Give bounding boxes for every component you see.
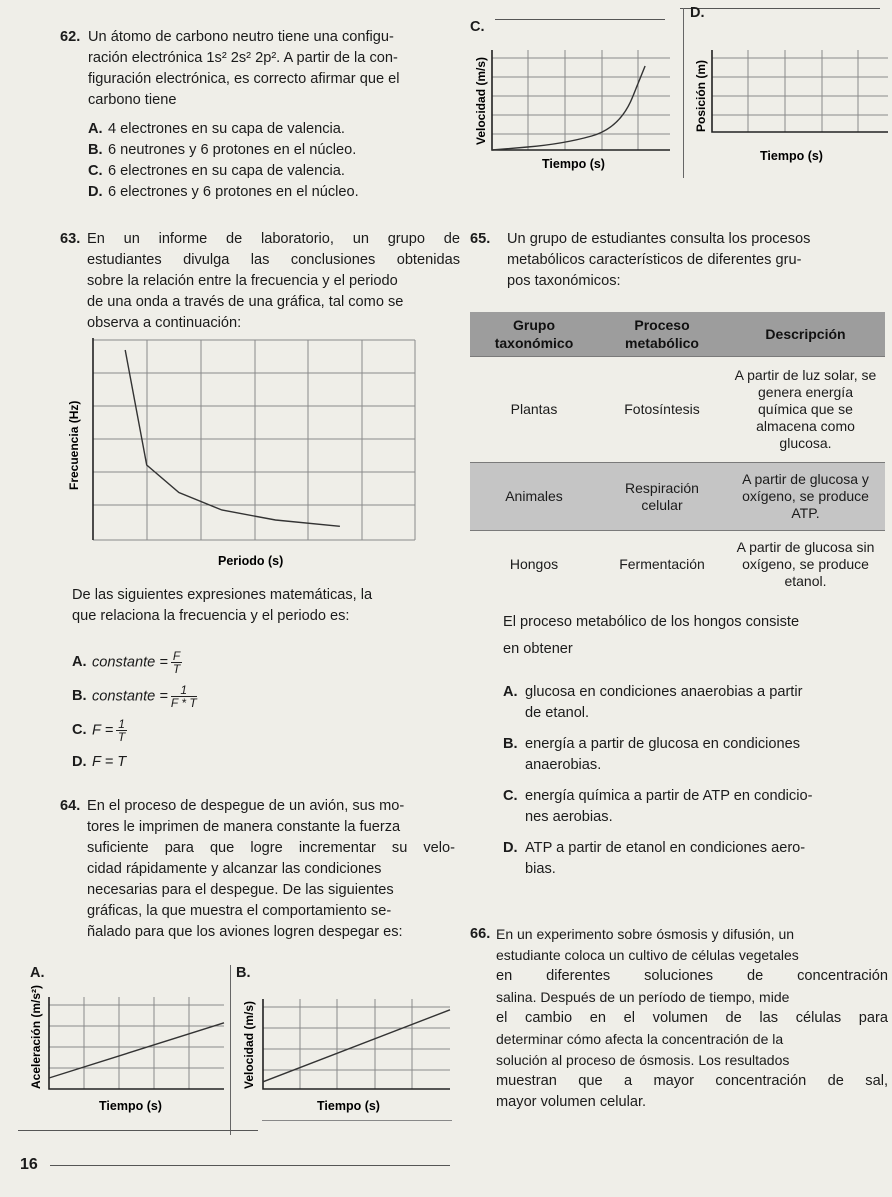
q62-line-1: Un átomo de carbono neutro tiene una configu-: [88, 29, 394, 45]
option-letter: A.: [88, 121, 103, 137]
fraction-numerator: 1: [118, 717, 125, 731]
q64-line-4: cidad rápidamente y alcanzar las condiciones: [87, 861, 382, 877]
chart-acceleration-a: [24, 985, 228, 1135]
q66-line-8: muestran que a mayor concentración de sal,: [496, 1073, 888, 1089]
table-row: [470, 357, 885, 463]
option-text: energía química a partir de ATP en condicio-: [525, 788, 813, 804]
option-fraction: [171, 650, 182, 675]
option-letter: B.: [503, 736, 518, 752]
chart-a-grid: [49, 997, 224, 1089]
q65-option-c[interactable]: [503, 786, 888, 828]
chart-a-axes: [49, 997, 224, 1089]
q64-line-6: gráficas, la que muestra el comportamiento se-: [87, 903, 392, 919]
chart-a-ylabel: Aceleración (m/s²): [29, 985, 43, 1089]
cell-process: Fotosíntesis: [598, 357, 726, 463]
q63-line-5: observa a continuación:: [87, 315, 242, 331]
option-text: ATP a partir de etanol en condiciones aero-: [525, 840, 806, 856]
chart-c-axes: [492, 50, 670, 150]
q65-number: 65.: [470, 231, 491, 247]
cell-group: Hongos: [470, 531, 598, 599]
fraction-denominator: T: [172, 662, 181, 676]
q64-line-5: necesarias para el despegue. De las siguientes: [87, 882, 394, 898]
chart-d-axes: [712, 50, 888, 132]
q62-block: [60, 27, 460, 203]
option-text: de etanol.: [525, 705, 590, 721]
q63-options: [72, 650, 372, 773]
chart-d-ylabel: Posición (m): [694, 59, 708, 132]
option-letter: B.: [72, 688, 87, 705]
option-lhs: constante =: [92, 688, 168, 705]
cell-description: A partir de glucosa y oxígeno, se produce ATP.: [726, 463, 885, 531]
option-text: energía a partir de glucosa en condiciones: [525, 736, 801, 752]
q66-number: 66.: [470, 926, 491, 942]
graph-c-letter: C.: [470, 19, 485, 35]
q65-option-a[interactable]: [503, 682, 888, 724]
q66-line-5: el cambio en el volumen de las células para: [496, 1010, 888, 1026]
chart-a-xlabel: Tiempo (s): [99, 1099, 162, 1113]
q65-option-d[interactable]: [503, 838, 888, 880]
q63-option-c[interactable]: [72, 718, 372, 752]
q62-number: 62.: [60, 29, 81, 45]
q63-option-a[interactable]: [72, 650, 372, 684]
option-fraction: [171, 684, 197, 709]
q65-stem-line-2: en obtener: [503, 641, 573, 657]
q63-after-line-1: De las siguientes expresiones matemáticas, la: [72, 587, 373, 603]
option-letter: A.: [72, 654, 87, 671]
chart-a-line: [49, 1023, 224, 1078]
q66-line-7: solución al proceso de ósmosis. Los resultados: [496, 1052, 790, 1068]
option-text: 6 neutrones y 6 protones en el núcleo.: [108, 142, 357, 158]
option-letter: C.: [72, 722, 87, 739]
cell-process: Respiración celular: [598, 463, 726, 531]
chart-velocity-c: [470, 40, 680, 175]
option-lhs: constante =: [92, 654, 168, 671]
top-rule-c: [495, 19, 665, 20]
header-process: Proceso metabólico: [598, 312, 726, 357]
q63-block: [60, 229, 460, 334]
option-lhs: F =: [92, 722, 114, 739]
chart-d-grid: [712, 50, 888, 132]
chart-d-xlabel: Tiempo (s): [760, 149, 823, 163]
cell-group: Plantas: [470, 357, 598, 463]
q66-line-2: estudiante coloca un cultivo de células vegetales: [496, 947, 799, 963]
header-description: Descripción: [726, 312, 885, 357]
taxonomy-table: [470, 312, 885, 599]
q62-option-d[interactable]: [88, 182, 460, 203]
chart-velocity-b: [235, 985, 457, 1135]
q64-line-3: suficiente para que logre incrementar su velo-: [87, 840, 455, 856]
q62-option-a[interactable]: [88, 119, 460, 140]
cell-group: Animales: [470, 463, 598, 531]
option-text: 6 electrones y 6 protones en el núcleo.: [108, 184, 359, 200]
q66-line-3: en diferentes soluciones de concentración: [496, 968, 888, 984]
q62-line-3: figuración electrónica, es correcto afirmar que el: [88, 71, 400, 87]
q62-line-4: carbono tiene: [88, 92, 177, 108]
fraction-numerator: 1: [171, 684, 197, 697]
option-letter: A.: [503, 684, 518, 700]
fraction-denominator: T: [117, 730, 126, 744]
graph-ab-divider: [230, 965, 231, 1135]
q63-line-1: En un informe de laboratorio, un grupo de: [87, 231, 460, 247]
fraction-denominator: F * T: [170, 696, 197, 710]
q63-after-line-2: que relaciona la frecuencia y el periodo es:: [72, 608, 350, 624]
table-header-row: [470, 312, 885, 357]
option-text: bias.: [525, 861, 556, 877]
bottom-rule-left: [18, 1130, 258, 1131]
q63-line-3: sobre la relación entre la frecuencia y el periodo: [87, 273, 398, 289]
q64-line-2: tores le imprimen de manera constante la fuerza: [87, 819, 401, 835]
q65-stem-line-1: El proceso metabólico de los hongos consiste: [503, 614, 800, 630]
q66-line-6: determinar cómo afecta la concentración de la: [496, 1031, 784, 1047]
q62-option-b[interactable]: [88, 140, 460, 161]
q63-number: 63.: [60, 231, 81, 247]
chart-frequency-period: [60, 330, 420, 575]
option-fraction: [116, 718, 127, 743]
option-text: glucosa en condiciones anaerobias a partir: [525, 684, 803, 700]
q64-number: 64.: [60, 798, 81, 814]
chart-b-line: [263, 1010, 450, 1082]
q64-line-1: En el proceso de despegue de un avión, sus mo-: [87, 798, 405, 814]
cell-description: A partir de luz solar, se genera energía química que se almacena como glucosa.: [726, 357, 885, 463]
q63-after: [72, 585, 452, 627]
q65-option-b[interactable]: [503, 734, 888, 776]
q62-option-c[interactable]: [88, 161, 460, 182]
chart-fp-grid: [93, 340, 415, 540]
table-row: [470, 463, 885, 531]
q65-line-2: metabólicos característicos de diferentes gru-: [507, 252, 802, 268]
q65-line-1: Un grupo de estudiantes consulta los procesos: [507, 231, 811, 247]
option-letter: D.: [88, 184, 103, 200]
chart-position-d: [690, 40, 890, 175]
option-text: 6 electrones en su capa de valencia.: [108, 163, 345, 179]
chart-fp-xlabel: Periodo (s): [218, 554, 284, 568]
q63-line-2: estudiantes divulga las conclusiones obtenidas: [87, 252, 460, 268]
q62-line-2: ración electrónica 1s² 2s² 2p². A partir de la con-: [88, 50, 398, 66]
option-letter: D.: [503, 840, 518, 856]
top-rule-d: [680, 8, 880, 9]
q66-line-9: mayor volumen celular.: [496, 1094, 647, 1110]
q66-line-4: salina. Después de un período de tiempo, mide: [496, 989, 790, 1005]
option-letter: C.: [503, 788, 518, 804]
page-number: 16: [20, 1156, 38, 1173]
chart-b-grid: [263, 999, 450, 1089]
option-text: nes aerobias.: [525, 809, 613, 825]
option-letter: C.: [88, 163, 103, 179]
header-group: Grupo taxonómico: [470, 312, 598, 357]
chart-b-axes: [263, 999, 450, 1089]
graph-a-letter: A.: [30, 965, 45, 981]
graph-d-letter: D.: [690, 5, 705, 21]
chart-b-xlabel: Tiempo (s): [317, 1099, 380, 1113]
cell-description: A partir de glucosa sin oxígeno, se produce etanol.: [726, 531, 885, 599]
q64-block: [60, 796, 455, 943]
chart-c-curve: [492, 66, 645, 150]
footer-rule: [50, 1165, 450, 1166]
q66-block: [470, 924, 888, 1113]
graph-divider: [683, 8, 684, 178]
q65-options: [503, 682, 888, 880]
q63-line-4: de una onda a través de una gráfica, tal como se: [87, 294, 404, 310]
chart-b-ylabel: Velocidad (m/s): [242, 1000, 256, 1089]
q66-line-1: En un experimento sobre ósmosis y difusión, un: [496, 926, 795, 942]
chart-c-xlabel: Tiempo (s): [542, 157, 605, 171]
q65-line-3: pos taxonómicos:: [507, 273, 621, 289]
q65-block: [470, 229, 888, 292]
fraction-numerator: F: [172, 649, 181, 663]
cell-process: Fermentación: [598, 531, 726, 599]
q65-stem: [503, 612, 888, 660]
bottom-rule-right: [262, 1120, 452, 1121]
chart-c-grid: [492, 50, 670, 150]
chart-fp-ylabel: Frecuencia (Hz): [67, 400, 81, 490]
table-row: [470, 531, 885, 599]
option-letter: B.: [88, 142, 103, 158]
q64-line-7: ñalado para que los aviones logren despegar es:: [87, 924, 403, 940]
q63-option-d[interactable]: [72, 752, 372, 773]
option-text: F = T: [92, 754, 127, 770]
graph-b-letter: B.: [236, 965, 251, 981]
option-text: anaerobias.: [525, 757, 602, 773]
q63-option-b[interactable]: [72, 684, 372, 718]
chart-c-ylabel: Velocidad (m/s): [474, 56, 488, 145]
option-text: 4 electrones en su capa de valencia.: [108, 121, 345, 137]
option-letter: D.: [72, 754, 87, 770]
